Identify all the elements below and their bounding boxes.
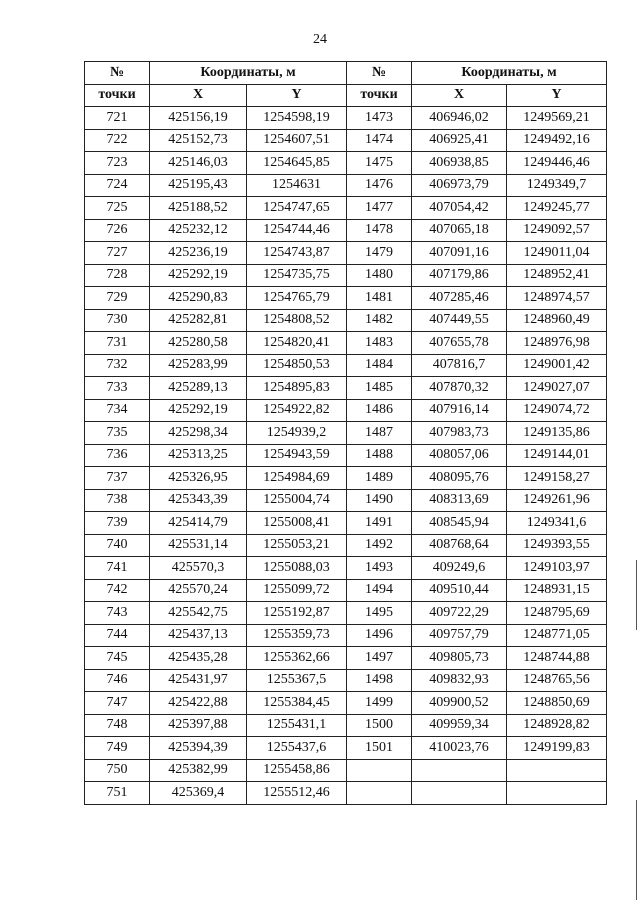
right-point-number-cell: 1499 <box>347 692 412 715</box>
table-row <box>85 264 607 287</box>
right-x-coordinate-cell: 409832,93 <box>412 669 507 692</box>
right-x-coordinate-cell: 409722,29 <box>412 602 507 625</box>
left-x-coordinate-cell: 425422,88 <box>150 692 247 715</box>
left-point-number-cell: 749 <box>85 737 150 760</box>
table-row <box>85 422 607 445</box>
left-x-coordinate-cell: 425280,58 <box>150 332 247 355</box>
left-y-coordinate-cell: 1254607,51 <box>247 129 347 152</box>
right-y-coordinate-cell: 1249492,16 <box>507 129 607 152</box>
table-row <box>85 579 607 602</box>
right-point-number-cell: 1475 <box>347 152 412 175</box>
left-point-number-cell: 727 <box>85 242 150 265</box>
right-point-number-cell: 1478 <box>347 219 412 242</box>
header-y-right: Y <box>507 84 607 107</box>
right-y-coordinate-cell: 1248960,49 <box>507 309 607 332</box>
right-x-coordinate-cell: 406938,85 <box>412 152 507 175</box>
left-x-coordinate-cell: 425435,28 <box>150 647 247 670</box>
right-point-number-cell: 1493 <box>347 557 412 580</box>
right-y-coordinate-cell: 1248952,41 <box>507 264 607 287</box>
right-point-number-cell: 1491 <box>347 512 412 535</box>
table-row <box>85 489 607 512</box>
table-row <box>85 557 607 580</box>
table-row <box>85 467 607 490</box>
left-point-number-cell: 721 <box>85 107 150 130</box>
left-y-coordinate-cell: 1255458,86 <box>247 759 347 782</box>
left-point-number-cell: 731 <box>85 332 150 355</box>
right-y-coordinate-cell: 1248974,57 <box>507 287 607 310</box>
right-y-coordinate-cell: 1248976,98 <box>507 332 607 355</box>
left-x-coordinate-cell: 425298,34 <box>150 422 247 445</box>
right-y-coordinate-cell: 1249341,6 <box>507 512 607 535</box>
right-x-coordinate-cell: 407916,14 <box>412 399 507 422</box>
table-row <box>85 534 607 557</box>
left-x-coordinate-cell: 425570,24 <box>150 579 247 602</box>
left-point-number-cell: 736 <box>85 444 150 467</box>
right-x-coordinate-cell: 407655,78 <box>412 332 507 355</box>
left-point-number-cell: 724 <box>85 174 150 197</box>
left-point-number-cell: 723 <box>85 152 150 175</box>
right-y-coordinate-cell: 1248931,15 <box>507 579 607 602</box>
table-row <box>85 174 607 197</box>
left-y-coordinate-cell: 1255437,6 <box>247 737 347 760</box>
table-row <box>85 759 607 782</box>
table-body <box>85 107 607 805</box>
right-y-coordinate-cell: 1249199,83 <box>507 737 607 760</box>
page-number: 24 <box>313 32 327 47</box>
left-point-number-cell: 722 <box>85 129 150 152</box>
left-y-coordinate-cell: 1254984,69 <box>247 467 347 490</box>
right-x-coordinate-cell: 409900,52 <box>412 692 507 715</box>
right-x-coordinate-cell: 409959,34 <box>412 714 507 737</box>
left-point-number-cell: 740 <box>85 534 150 557</box>
right-x-coordinate-cell: 407816,7 <box>412 354 507 377</box>
right-x-coordinate-cell: 407065,18 <box>412 219 507 242</box>
left-point-number-cell: 750 <box>85 759 150 782</box>
table-row <box>85 512 607 535</box>
header-x-left: X <box>150 84 247 107</box>
right-empty-cell <box>507 759 607 782</box>
right-empty-cell <box>412 759 507 782</box>
table-row <box>85 399 607 422</box>
right-x-coordinate-cell: 407179,86 <box>412 264 507 287</box>
right-x-coordinate-cell: 409757,79 <box>412 624 507 647</box>
left-y-coordinate-cell: 1255362,66 <box>247 647 347 670</box>
right-y-coordinate-cell: 1249158,27 <box>507 467 607 490</box>
left-point-number-cell: 747 <box>85 692 150 715</box>
right-point-number-cell: 1490 <box>347 489 412 512</box>
table-row <box>85 242 607 265</box>
header-no-left: № <box>85 62 150 85</box>
left-x-coordinate-cell: 425232,12 <box>150 219 247 242</box>
left-point-number-cell: 738 <box>85 489 150 512</box>
right-x-coordinate-cell: 410023,76 <box>412 737 507 760</box>
right-y-coordinate-cell: 1249027,07 <box>507 377 607 400</box>
right-point-number-cell: 1483 <box>347 332 412 355</box>
right-y-coordinate-cell: 1248771,05 <box>507 624 607 647</box>
right-point-number-cell: 1501 <box>347 737 412 760</box>
table-row <box>85 309 607 332</box>
header-x-right: X <box>412 84 507 107</box>
left-point-number-cell: 739 <box>85 512 150 535</box>
right-x-coordinate-cell: 408768,64 <box>412 534 507 557</box>
left-x-coordinate-cell: 425394,39 <box>150 737 247 760</box>
header-y-left: Y <box>247 84 347 107</box>
left-x-coordinate-cell: 425542,75 <box>150 602 247 625</box>
table-row <box>85 624 607 647</box>
table-row <box>85 332 607 355</box>
left-y-coordinate-cell: 1254743,87 <box>247 242 347 265</box>
right-y-coordinate-cell: 1248928,82 <box>507 714 607 737</box>
left-x-coordinate-cell: 425188,52 <box>150 197 247 220</box>
left-y-coordinate-cell: 1255088,03 <box>247 557 347 580</box>
right-x-coordinate-cell: 408313,69 <box>412 489 507 512</box>
right-y-coordinate-cell: 1249393,55 <box>507 534 607 557</box>
left-y-coordinate-cell: 1254735,75 <box>247 264 347 287</box>
left-x-coordinate-cell: 425431,97 <box>150 669 247 692</box>
left-x-coordinate-cell: 425313,25 <box>150 444 247 467</box>
table-row <box>85 692 607 715</box>
left-x-coordinate-cell: 425369,4 <box>150 782 247 805</box>
left-x-coordinate-cell: 425156,19 <box>150 107 247 130</box>
left-x-coordinate-cell: 425343,39 <box>150 489 247 512</box>
left-x-coordinate-cell: 425152,73 <box>150 129 247 152</box>
right-x-coordinate-cell: 407054,42 <box>412 197 507 220</box>
left-y-coordinate-cell: 1254939,2 <box>247 422 347 445</box>
left-y-coordinate-cell: 1255359,73 <box>247 624 347 647</box>
right-y-coordinate-cell: 1248795,69 <box>507 602 607 625</box>
right-x-coordinate-cell: 406946,02 <box>412 107 507 130</box>
table-row <box>85 107 607 130</box>
right-y-coordinate-cell: 1249446,46 <box>507 152 607 175</box>
right-y-coordinate-cell: 1249103,97 <box>507 557 607 580</box>
left-x-coordinate-cell: 425146,03 <box>150 152 247 175</box>
right-empty-cell <box>507 782 607 805</box>
right-point-number-cell: 1497 <box>347 647 412 670</box>
right-point-number-cell: 1496 <box>347 624 412 647</box>
header-no-right: № <box>347 62 412 85</box>
table-row <box>85 219 607 242</box>
right-point-number-cell: 1494 <box>347 579 412 602</box>
left-x-coordinate-cell: 425282,81 <box>150 309 247 332</box>
left-y-coordinate-cell: 1254598,19 <box>247 107 347 130</box>
right-x-coordinate-cell: 407870,32 <box>412 377 507 400</box>
right-point-number-cell: 1500 <box>347 714 412 737</box>
left-point-number-cell: 732 <box>85 354 150 377</box>
table-row <box>85 602 607 625</box>
right-y-coordinate-cell: 1249245,77 <box>507 197 607 220</box>
left-point-number-cell: 726 <box>85 219 150 242</box>
right-point-number-cell: 1485 <box>347 377 412 400</box>
right-empty-cell <box>347 759 412 782</box>
left-point-number-cell: 735 <box>85 422 150 445</box>
right-x-coordinate-cell: 408057,06 <box>412 444 507 467</box>
table-row <box>85 444 607 467</box>
right-x-coordinate-cell: 408545,94 <box>412 512 507 535</box>
header-point-left: точки <box>85 84 150 107</box>
right-point-number-cell: 1482 <box>347 309 412 332</box>
right-point-number-cell: 1473 <box>347 107 412 130</box>
right-point-number-cell: 1479 <box>347 242 412 265</box>
right-point-number-cell: 1486 <box>347 399 412 422</box>
scan-edge-line <box>636 800 637 900</box>
left-y-coordinate-cell: 1255192,87 <box>247 602 347 625</box>
left-y-coordinate-cell: 1254645,85 <box>247 152 347 175</box>
left-x-coordinate-cell: 425414,79 <box>150 512 247 535</box>
right-y-coordinate-cell: 1249074,72 <box>507 399 607 422</box>
header-coords-right: Координаты, м <box>412 62 607 85</box>
table-row <box>85 737 607 760</box>
table-row <box>85 782 607 805</box>
header-row-top <box>85 62 607 85</box>
left-y-coordinate-cell: 1254631 <box>247 174 347 197</box>
right-point-number-cell: 1498 <box>347 669 412 692</box>
right-y-coordinate-cell: 1249144,01 <box>507 444 607 467</box>
table-row <box>85 377 607 400</box>
right-x-coordinate-cell: 407449,55 <box>412 309 507 332</box>
right-y-coordinate-cell: 1249092,57 <box>507 219 607 242</box>
right-point-number-cell: 1477 <box>347 197 412 220</box>
right-x-coordinate-cell: 409510,44 <box>412 579 507 602</box>
right-y-coordinate-cell: 1248744,88 <box>507 647 607 670</box>
table-row <box>85 197 607 220</box>
coordinates-table <box>84 61 607 805</box>
left-point-number-cell: 730 <box>85 309 150 332</box>
left-point-number-cell: 729 <box>85 287 150 310</box>
right-point-number-cell: 1481 <box>347 287 412 310</box>
left-x-coordinate-cell: 425437,13 <box>150 624 247 647</box>
right-empty-cell <box>347 782 412 805</box>
left-point-number-cell: 728 <box>85 264 150 287</box>
left-y-coordinate-cell: 1255099,72 <box>247 579 347 602</box>
header-point-right: точки <box>347 84 412 107</box>
right-point-number-cell: 1474 <box>347 129 412 152</box>
right-x-coordinate-cell: 409249,6 <box>412 557 507 580</box>
right-y-coordinate-cell: 1249011,04 <box>507 242 607 265</box>
left-y-coordinate-cell: 1255053,21 <box>247 534 347 557</box>
right-point-number-cell: 1489 <box>347 467 412 490</box>
right-x-coordinate-cell: 406973,79 <box>412 174 507 197</box>
left-y-coordinate-cell: 1254744,46 <box>247 219 347 242</box>
left-x-coordinate-cell: 425290,83 <box>150 287 247 310</box>
right-y-coordinate-cell: 1248765,56 <box>507 669 607 692</box>
right-y-coordinate-cell: 1249349,7 <box>507 174 607 197</box>
left-y-coordinate-cell: 1254808,52 <box>247 309 347 332</box>
left-point-number-cell: 737 <box>85 467 150 490</box>
left-y-coordinate-cell: 1254850,53 <box>247 354 347 377</box>
right-x-coordinate-cell: 407983,73 <box>412 422 507 445</box>
right-point-number-cell: 1488 <box>347 444 412 467</box>
left-y-coordinate-cell: 1254820,41 <box>247 332 347 355</box>
right-empty-cell <box>412 782 507 805</box>
left-point-number-cell: 741 <box>85 557 150 580</box>
left-point-number-cell: 744 <box>85 624 150 647</box>
left-point-number-cell: 745 <box>85 647 150 670</box>
left-x-coordinate-cell: 425292,19 <box>150 264 247 287</box>
scan-edge-line <box>636 560 637 630</box>
left-y-coordinate-cell: 1255004,74 <box>247 489 347 512</box>
left-x-coordinate-cell: 425289,13 <box>150 377 247 400</box>
header-row-sub <box>85 84 607 107</box>
right-point-number-cell: 1492 <box>347 534 412 557</box>
right-point-number-cell: 1495 <box>347 602 412 625</box>
left-x-coordinate-cell: 425236,19 <box>150 242 247 265</box>
left-y-coordinate-cell: 1255512,46 <box>247 782 347 805</box>
right-x-coordinate-cell: 407285,46 <box>412 287 507 310</box>
right-point-number-cell: 1487 <box>347 422 412 445</box>
left-x-coordinate-cell: 425195,43 <box>150 174 247 197</box>
left-point-number-cell: 733 <box>85 377 150 400</box>
table-row <box>85 287 607 310</box>
table-row <box>85 129 607 152</box>
right-x-coordinate-cell: 408095,76 <box>412 467 507 490</box>
right-x-coordinate-cell: 409805,73 <box>412 647 507 670</box>
left-y-coordinate-cell: 1255384,45 <box>247 692 347 715</box>
table-row <box>85 354 607 377</box>
left-x-coordinate-cell: 425292,19 <box>150 399 247 422</box>
left-point-number-cell: 748 <box>85 714 150 737</box>
right-y-coordinate-cell: 1249135,86 <box>507 422 607 445</box>
right-point-number-cell: 1480 <box>347 264 412 287</box>
right-y-coordinate-cell: 1249569,21 <box>507 107 607 130</box>
right-y-coordinate-cell: 1248850,69 <box>507 692 607 715</box>
left-x-coordinate-cell: 425382,99 <box>150 759 247 782</box>
left-x-coordinate-cell: 425397,88 <box>150 714 247 737</box>
left-x-coordinate-cell: 425570,3 <box>150 557 247 580</box>
table-row <box>85 714 607 737</box>
table-row <box>85 152 607 175</box>
left-y-coordinate-cell: 1254943,59 <box>247 444 347 467</box>
left-x-coordinate-cell: 425326,95 <box>150 467 247 490</box>
table-row <box>85 669 607 692</box>
left-point-number-cell: 743 <box>85 602 150 625</box>
left-y-coordinate-cell: 1255008,41 <box>247 512 347 535</box>
left-point-number-cell: 746 <box>85 669 150 692</box>
right-y-coordinate-cell: 1249001,42 <box>507 354 607 377</box>
left-x-coordinate-cell: 425283,99 <box>150 354 247 377</box>
right-y-coordinate-cell: 1249261,96 <box>507 489 607 512</box>
right-point-number-cell: 1484 <box>347 354 412 377</box>
left-y-coordinate-cell: 1254895,83 <box>247 377 347 400</box>
left-point-number-cell: 725 <box>85 197 150 220</box>
table-row <box>85 647 607 670</box>
left-point-number-cell: 742 <box>85 579 150 602</box>
left-y-coordinate-cell: 1254747,65 <box>247 197 347 220</box>
header-coords-left: Координаты, м <box>150 62 347 85</box>
left-y-coordinate-cell: 1255431,1 <box>247 714 347 737</box>
left-point-number-cell: 734 <box>85 399 150 422</box>
right-x-coordinate-cell: 406925,41 <box>412 129 507 152</box>
left-y-coordinate-cell: 1255367,5 <box>247 669 347 692</box>
left-x-coordinate-cell: 425531,14 <box>150 534 247 557</box>
left-y-coordinate-cell: 1254765,79 <box>247 287 347 310</box>
right-x-coordinate-cell: 407091,16 <box>412 242 507 265</box>
right-point-number-cell: 1476 <box>347 174 412 197</box>
left-y-coordinate-cell: 1254922,82 <box>247 399 347 422</box>
left-point-number-cell: 751 <box>85 782 150 805</box>
